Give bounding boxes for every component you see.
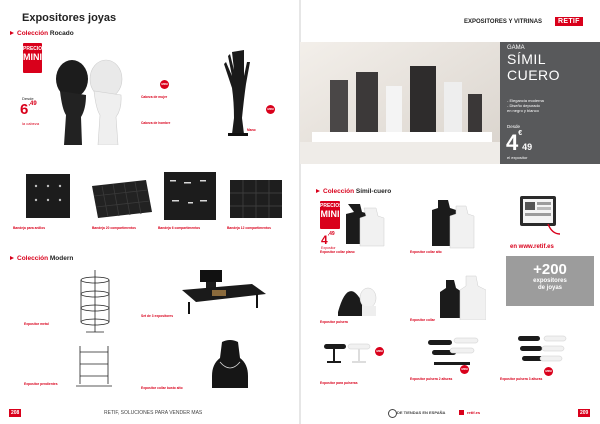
mini-round-icon-hand: MINI bbox=[266, 105, 275, 114]
earring-stand-image bbox=[74, 344, 114, 390]
footer-stores: DE TIENDAS EN ESPAÑA bbox=[397, 410, 446, 415]
section-heading-modern: Colección Modern bbox=[10, 255, 73, 262]
right-desde-price: $4^{,49}$ bbox=[321, 231, 335, 247]
hand-display-image bbox=[222, 48, 254, 138]
store-icon bbox=[388, 409, 397, 418]
caption-bandeja-anillos: Bandeja para anillos bbox=[13, 226, 46, 230]
footer-tagline: RETIF, SOLUCIONES PARA VENDER MAS bbox=[104, 410, 203, 416]
right-desde-unit: Expositor bbox=[321, 246, 336, 250]
precios-mini-round-icon: MINI bbox=[160, 80, 169, 89]
promo-box: +200 expositores de joyas bbox=[506, 256, 594, 306]
banner-desde: Desde bbox=[507, 124, 521, 129]
caption-collar-plano: Expositor collar plano bbox=[320, 250, 355, 254]
banner-bullets: - Elegancia moderna - Diseño depurado en negro y blanco bbox=[507, 98, 544, 113]
necklace-tall-image bbox=[430, 198, 476, 250]
caption-collar: Expositor collar bbox=[410, 318, 435, 322]
caption-expositor-pendientes: Expositor pendientes bbox=[24, 382, 58, 386]
bracelet-bar-image bbox=[320, 340, 374, 368]
caption-cabeza-hombre: Cabeza de hombre bbox=[141, 121, 171, 125]
caption-bandeja-20: Bandeja 20 compartimentos bbox=[92, 226, 136, 230]
promo-number: +200 bbox=[533, 261, 567, 278]
triangle-bullet-icon bbox=[316, 189, 320, 193]
web-icon bbox=[459, 410, 464, 415]
mini-round-icon-row3: MINI bbox=[375, 347, 384, 356]
banner-unit: el expositor bbox=[507, 155, 528, 160]
page-number-left: 208 bbox=[11, 410, 20, 416]
banner-line2: CUERO bbox=[507, 67, 561, 83]
mini-round-icon-row3b: MINI bbox=[460, 365, 469, 374]
bracelet-3-level-image bbox=[514, 334, 570, 370]
caption-expositor-busto: Expositor collar busto alto bbox=[141, 386, 183, 390]
tray-rings-image bbox=[20, 170, 78, 222]
banner-price: 4€49 bbox=[506, 130, 533, 155]
tray-12-image bbox=[226, 176, 286, 222]
necklace-flat-image bbox=[340, 200, 386, 250]
mannequin-heads-image bbox=[48, 57, 130, 145]
desde-label: Desde bbox=[22, 96, 34, 101]
caption-bandeja-12: Bandeja 12 compartimentos bbox=[227, 226, 271, 230]
banner-line1: SÍMIL bbox=[507, 51, 547, 67]
section-heading-rocado: Colección Rocado bbox=[10, 30, 74, 37]
page-title: Expositores joyas bbox=[22, 12, 117, 24]
necklace-bust-image bbox=[440, 272, 486, 320]
triangle-bullet-icon bbox=[10, 256, 14, 260]
caption-expositor-metal: Expositor metal bbox=[24, 322, 49, 326]
hero-photo bbox=[300, 42, 500, 164]
precios-mini-badge: PRECIOS MINI bbox=[23, 43, 42, 73]
caption-tripode-2: Expositor pulsera 2 alturas bbox=[410, 377, 453, 381]
bracelet-display-image bbox=[334, 272, 380, 318]
web-link[interactable]: en www.retif.es bbox=[510, 244, 554, 250]
caption-pulsera: Expositor pulsera bbox=[320, 320, 348, 324]
caption-tripode-1: Expositor para pulseras bbox=[320, 381, 358, 385]
desde-price: $6^{,49}$ bbox=[20, 101, 37, 118]
brand-logo: RETIF bbox=[555, 17, 583, 26]
triangle-bullet-icon bbox=[10, 31, 14, 35]
footer-web[interactable]: retif.es bbox=[467, 410, 481, 415]
caption-mano: Mano bbox=[247, 128, 256, 132]
caption-set-3: Set de 3 expositores bbox=[141, 314, 174, 318]
tray-6-image bbox=[160, 168, 220, 224]
bracelet-2-level-image bbox=[424, 336, 480, 370]
caption-bandeja-6: Bandeja 6 compartimentos bbox=[158, 226, 201, 230]
risers-set-image bbox=[182, 268, 268, 318]
tablet-image bbox=[512, 194, 564, 238]
caption-tripode-3: Expositor pulsera 3 alturas bbox=[500, 377, 543, 381]
section-heading-simil: Colección Símil-cuero bbox=[316, 188, 391, 195]
mini-round-icon-row3c: MINI bbox=[544, 367, 553, 376]
metal-stand-image bbox=[76, 266, 114, 338]
bust-display-image bbox=[210, 340, 250, 390]
caption-collar-alto: Expositor collar alto bbox=[410, 250, 442, 254]
simil-cuero-banner bbox=[500, 42, 600, 164]
banner-gama: GAMA bbox=[507, 45, 525, 51]
section-header: EXPOSITORES Y VITRINAS bbox=[464, 19, 543, 25]
tray-20-image bbox=[88, 176, 154, 222]
desde-unit: la cabeza bbox=[22, 121, 40, 126]
page-number-right: 209 bbox=[580, 410, 589, 416]
precios-mini-badge-right: PRECIOS MINI bbox=[320, 201, 340, 229]
caption-cabeza-mujer: Cabeza de mujer bbox=[141, 95, 168, 99]
